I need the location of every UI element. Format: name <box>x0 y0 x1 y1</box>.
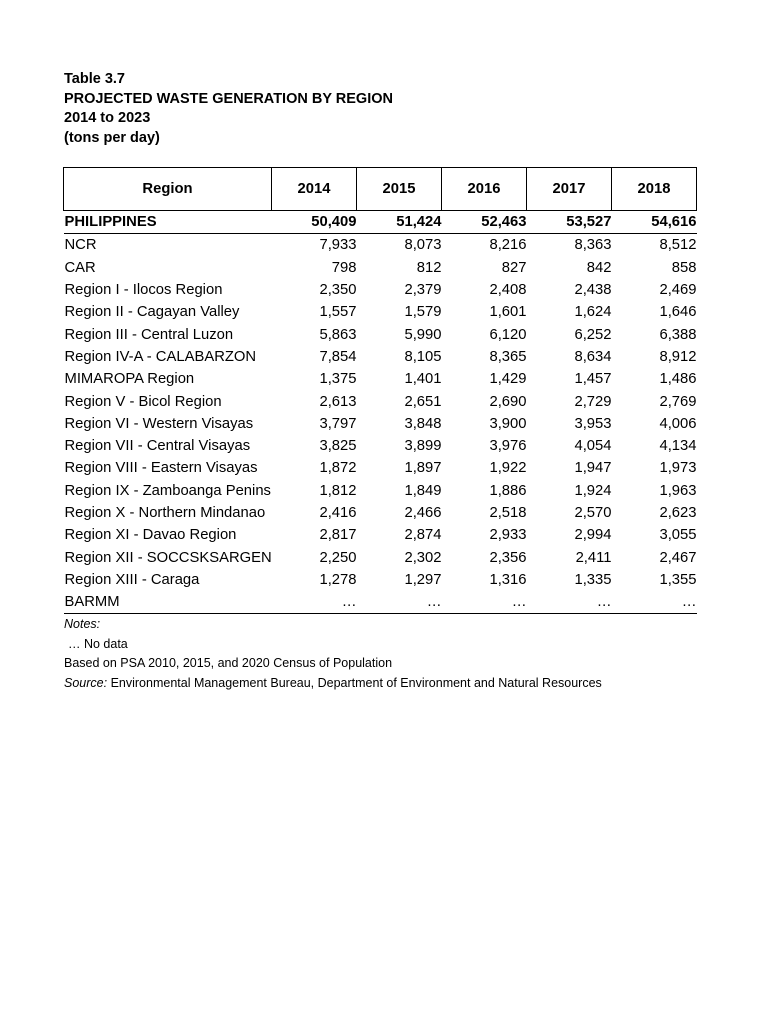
region-name: Region I - Ilocos Region <box>64 282 223 299</box>
table-cell: 6,252 <box>574 326 612 343</box>
table-unit: (tons per day) <box>64 130 160 147</box>
region-name: NCR <box>64 237 97 254</box>
region-name: PHILIPPINES <box>64 211 272 234</box>
table-cell: 2,933 <box>489 527 527 544</box>
table-cell: 6,120 <box>489 326 527 343</box>
table-cell: 2,817 <box>319 527 357 544</box>
table-cell: 8,363 <box>574 237 612 254</box>
table-cell: 1,897 <box>404 460 442 477</box>
table-cell: 1,601 <box>489 304 527 321</box>
table-cell: 3,953 <box>574 415 612 432</box>
source-label: Source: <box>64 675 108 690</box>
region-name: Region VIII - Eastern Visayas <box>64 460 258 477</box>
basis-note: Based on PSA 2010, 2015, and 2020 Census of Population <box>64 656 393 671</box>
table-cell: 54,616 <box>612 211 697 234</box>
table-row <box>64 502 697 524</box>
source-note <box>64 674 602 694</box>
table-cell: 2,467 <box>659 549 697 566</box>
region-name: Region VII - Central Visayas <box>64 438 251 455</box>
table-cell: 52,463 <box>442 211 527 234</box>
table-cell: 1,963 <box>659 482 697 499</box>
table-title-block <box>64 70 393 149</box>
table-row <box>64 257 697 279</box>
total-row <box>64 211 697 234</box>
table-cell: 827 <box>501 259 527 276</box>
table-row <box>64 234 697 257</box>
region-name: Region IV-A - CALABARZON <box>64 348 257 365</box>
table-cell: 2,623 <box>659 505 697 521</box>
table-cell: 50,409 <box>272 211 357 234</box>
table-row <box>64 457 697 479</box>
region-name: Region XI - Davao Region <box>64 527 237 544</box>
table-cell: 8,365 <box>489 348 527 365</box>
table-cell: … <box>612 591 697 614</box>
table-cell: 5,990 <box>404 326 442 343</box>
table-row <box>64 301 697 323</box>
table-cell: 2,729 <box>574 393 612 410</box>
table-cell: 2,994 <box>574 527 612 544</box>
table-cell: 1,812 <box>319 482 357 499</box>
table-cell: 4,006 <box>659 415 697 432</box>
table-row <box>64 569 697 591</box>
region-name: Region II - Cagayan Valley <box>64 304 240 321</box>
table-cell: 2,350 <box>319 282 357 299</box>
table-cell: 2,690 <box>489 393 527 410</box>
table-cell: 1,486 <box>659 371 697 388</box>
table-cell: 2,416 <box>319 505 357 521</box>
table-cell: 1,375 <box>319 371 357 388</box>
table-cell: 4,054 <box>574 438 612 455</box>
table-cell: 2,570 <box>574 505 612 521</box>
table-cell: 1,947 <box>574 460 612 477</box>
table-row <box>64 279 697 301</box>
table-cell: 1,886 <box>489 482 527 499</box>
table-cell: 51,424 <box>357 211 442 234</box>
table-cell: 8,512 <box>659 237 697 254</box>
table-cell: 2,411 <box>575 549 612 566</box>
table-cell: 1,557 <box>319 304 357 321</box>
table-cell: 6,388 <box>659 326 697 343</box>
table-cell: 7,933 <box>319 237 357 254</box>
table-cell: 8,073 <box>404 237 442 254</box>
table-cell: 1,278 <box>319 571 357 588</box>
table-cell: 2,518 <box>489 505 527 521</box>
table-row <box>64 435 697 457</box>
table-cell: 1,457 <box>574 371 612 388</box>
table-cell: 1,297 <box>404 571 442 588</box>
column-header-2017: 2017 <box>527 168 612 211</box>
region-name: MIMAROPA Region <box>64 371 195 388</box>
table-row <box>64 368 697 390</box>
table-cell: 798 <box>331 259 357 276</box>
source-text: Environmental Management Bureau, Department of Environment and Natural Resources <box>107 675 602 690</box>
table-cell: 2,408 <box>489 282 527 299</box>
table-row <box>64 480 697 502</box>
table-row <box>64 413 697 435</box>
region-name: Region IX - Zamboanga Penins <box>64 482 271 499</box>
table-cell: 2,613 <box>319 393 357 410</box>
notes-label: Notes: <box>64 617 101 631</box>
table-cell: 3,900 <box>489 415 527 432</box>
table-row <box>64 346 697 368</box>
table-cell: 8,216 <box>489 237 527 254</box>
table-cell: 3,899 <box>404 438 442 455</box>
table-cell: 1,973 <box>659 460 697 477</box>
table-cell: … <box>527 591 612 614</box>
region-name: BARMM <box>64 591 272 614</box>
region-name: Region III - Central Luzon <box>64 326 234 343</box>
table-row <box>64 591 697 614</box>
table-cell: 1,429 <box>489 371 527 388</box>
table-cell: 1,624 <box>574 304 612 321</box>
table-cell: 3,797 <box>319 415 357 432</box>
table-cell: 842 <box>586 259 612 276</box>
table-row <box>64 524 697 546</box>
table-cell: 2,651 <box>404 393 442 410</box>
region-name: Region X - Northern Mindanao <box>64 505 266 521</box>
column-header-region: Region <box>64 168 272 211</box>
table-cell: 2,469 <box>659 282 697 299</box>
no-data-note: … No data <box>68 636 128 651</box>
table-cell: 2,302 <box>404 549 442 566</box>
table-cell: 2,438 <box>574 282 612 299</box>
table-cell: 8,105 <box>404 348 442 365</box>
region-name: CAR <box>64 259 96 276</box>
region-name: Region V - Bicol Region <box>64 393 222 410</box>
table-cell: 8,912 <box>659 348 697 365</box>
table-cell: 1,924 <box>574 482 612 499</box>
column-header-2015: 2015 <box>357 168 442 211</box>
column-header-2018: 2018 <box>612 168 697 211</box>
table-cell: 4,134 <box>659 438 697 455</box>
table-cell: 858 <box>671 259 697 276</box>
column-header-2016: 2016 <box>442 168 527 211</box>
table-cell: 5,863 <box>319 326 357 343</box>
table-cell: 1,922 <box>489 460 527 477</box>
table-cell: 1,355 <box>659 571 697 588</box>
header-row <box>64 168 697 211</box>
table-cell: 7,854 <box>319 348 357 365</box>
table-cell: 1,849 <box>404 482 442 499</box>
table-row <box>64 323 697 345</box>
table-cell: 53,527 <box>527 211 612 234</box>
table-row <box>64 546 697 568</box>
table-cell: 3,976 <box>489 438 527 455</box>
region-name: Region XIII - Caraga <box>64 571 200 588</box>
table-cell: 2,250 <box>319 549 357 566</box>
column-header-2014: 2014 <box>272 168 357 211</box>
table-cell: … <box>442 591 527 614</box>
table-cell: 2,874 <box>404 527 442 544</box>
table-heading: PROJECTED WASTE GENERATION BY REGION <box>64 90 393 107</box>
table-cell: 3,055 <box>659 527 697 544</box>
region-name: Region XII - SOCCSKSARGEN <box>64 549 272 566</box>
table-cell: … <box>357 591 442 614</box>
table-cell: 1,401 <box>404 371 442 388</box>
waste-generation-table <box>63 167 697 614</box>
table-number: Table 3.7 <box>64 71 125 87</box>
table-cell: 1,335 <box>574 571 612 588</box>
table-cell: 2,379 <box>404 282 442 299</box>
table-cell: 1,872 <box>319 460 357 477</box>
table-cell: 2,356 <box>489 549 527 566</box>
table-cell: 1,316 <box>489 571 527 588</box>
table-cell: 2,466 <box>404 505 442 521</box>
table-notes <box>64 615 602 693</box>
table-period: 2014 to 2023 <box>64 110 151 127</box>
table-cell: 2,769 <box>659 393 697 410</box>
region-name: Region VI - Western Visayas <box>64 415 254 432</box>
table-cell: 8,634 <box>574 348 612 365</box>
table-cell: 1,646 <box>659 304 697 321</box>
table-cell: … <box>272 591 357 614</box>
table-cell: 3,848 <box>404 415 442 432</box>
table-cell: 1,579 <box>404 304 442 321</box>
table-cell: 812 <box>416 259 442 276</box>
table-cell: 3,825 <box>319 438 357 455</box>
table-row <box>64 390 697 412</box>
